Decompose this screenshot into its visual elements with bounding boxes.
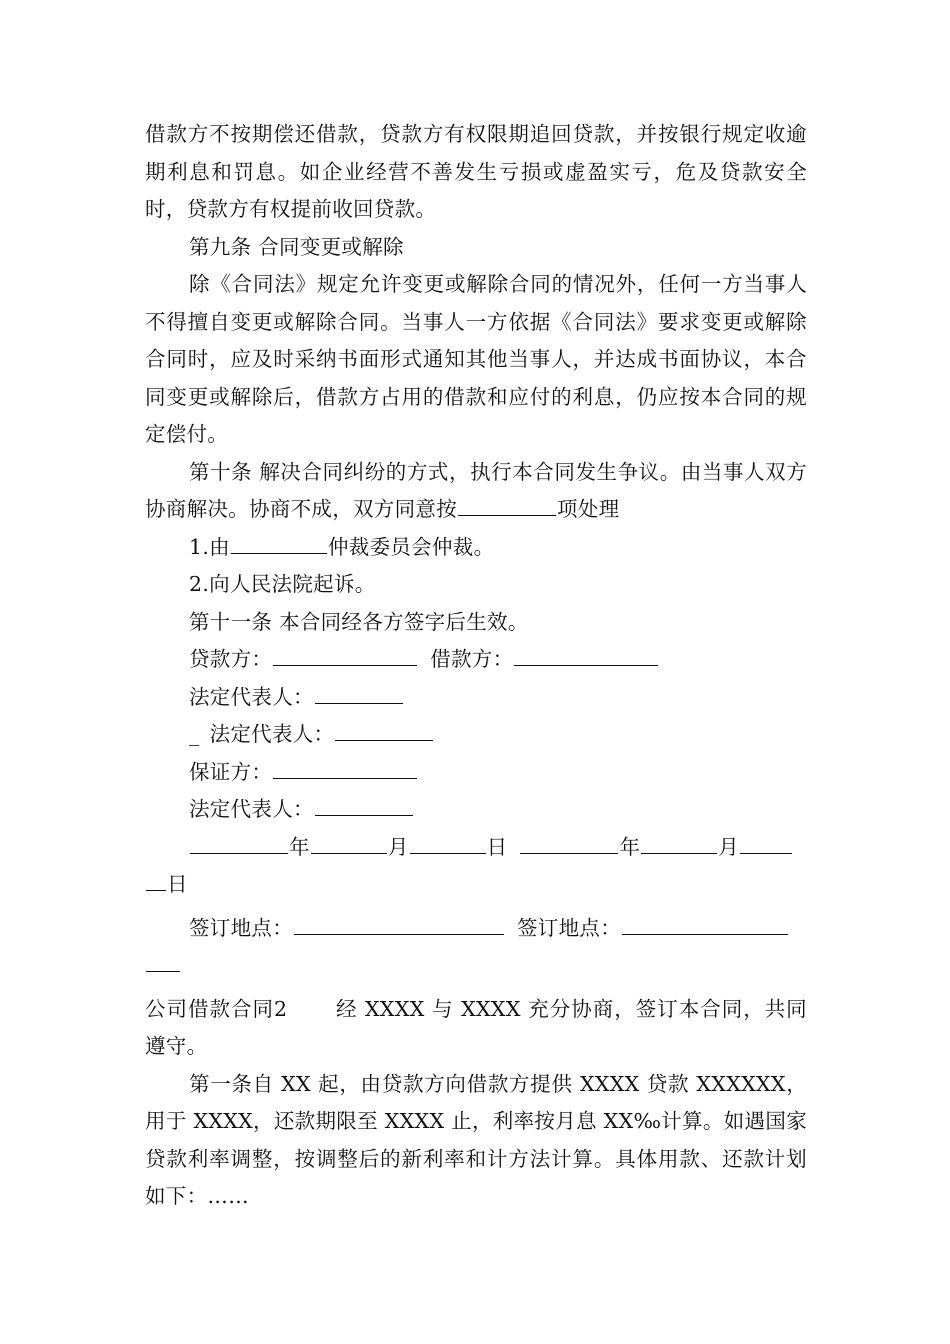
contract-2-intro xyxy=(145,991,807,1066)
contract-2-intro-text: 经 XXXX 与 XXXX 充分协商，签订本合同，共同遵守。 xyxy=(145,996,807,1058)
option-1-suffix: 仲裁委员会仲裁。 xyxy=(327,534,495,559)
article-9-body: 除《合同法》规定允许变更或解除合同的情况外，任何一方当事人不得擅自变更或解除合同。当事人一方依据《合同法》要求变更或解除合同时，应及时采纳书面形式通知其他当事人，并达成书面协议，本合同变更或解除后，借款方占用的借款和应付的利息，仍应按本合同的规定偿付。 xyxy=(145,272,807,446)
borrower-blank xyxy=(514,643,658,666)
lender-blank xyxy=(273,643,417,666)
month-label: 月 xyxy=(387,834,409,859)
day-label: 日 xyxy=(486,834,508,859)
year-label: 年 xyxy=(619,834,641,859)
signing-place-label: 签订地点： xyxy=(189,915,293,940)
blank-line xyxy=(315,793,413,816)
article-11: 第十一条 本合同经各方签字后生效。 xyxy=(189,609,529,634)
guarantor-label: 保证方： xyxy=(189,759,273,784)
blank-line xyxy=(740,831,792,854)
blank-line xyxy=(294,912,504,935)
year-label: 年 xyxy=(289,834,310,859)
blank-line xyxy=(335,718,433,741)
blank-line xyxy=(231,531,327,554)
blank-line xyxy=(520,831,618,854)
article-10-suffix: 项处理 xyxy=(557,497,620,521)
signature-parties xyxy=(145,641,807,679)
legal-rep-line-2 xyxy=(145,716,807,754)
article-10-text: 第十条 解决合同纠纷的方式，执行本合同发生争议。由当事人双方协商解决。协商不成，双方同意按 xyxy=(145,459,807,521)
blank-line xyxy=(458,493,556,516)
underscore-prefix: _ xyxy=(189,722,200,746)
blank-line xyxy=(410,831,486,854)
lender-label: 贷款方： xyxy=(189,647,273,671)
option-1-prefix: 1.由 xyxy=(189,534,230,559)
paragraph-overdue-repayment: 借款方不按期偿还借款，贷款方有权限期追回贷款，并按银行规定收逾期利息和罚息。如企业经营不善发生亏损或虚盈实亏，危及贷款安全时，贷款方有权提前收回贷款。 xyxy=(145,122,807,221)
guarantor-line xyxy=(145,754,807,792)
article-10-body xyxy=(145,454,807,529)
legal-rep-line-3 xyxy=(145,791,807,829)
date-line xyxy=(145,829,807,867)
article-9-title: 第九条 合同变更或解除 xyxy=(189,234,404,259)
day-label: 日 xyxy=(167,872,188,896)
contract-2-title: 公司借款合同2 xyxy=(145,996,288,1021)
legal-rep-label: 法定代表人： xyxy=(189,684,314,709)
blank-line xyxy=(622,912,788,935)
borrower-label: 借款方： xyxy=(430,647,514,671)
blank-line xyxy=(146,949,180,972)
date-line-wrap xyxy=(145,866,807,904)
signing-place-label: 签订地点： xyxy=(517,915,621,940)
contract-2-article-1: 第一条自 XX 起，由贷款方向借款方提供 XXXX 贷款 XXXXXX，用于 XXXX，还款期限至 XXXX 止，利率按月息 XX‰计算。如遇国家贷款利率调整，按调整后的新利率和计方法计算。具体用款、还款计划如下：…… xyxy=(145,1071,807,1208)
blank-line xyxy=(311,831,387,854)
legal-rep-line-1 xyxy=(145,679,807,717)
month-label: 月 xyxy=(718,834,740,859)
signing-place-line xyxy=(145,910,807,948)
legal-rep-label: 法定代表人： xyxy=(189,797,314,821)
blank-line xyxy=(641,831,717,854)
legal-rep-label: 法定代表人： xyxy=(209,722,335,746)
blank-line xyxy=(315,681,403,704)
blank-line xyxy=(190,831,288,854)
option-1 xyxy=(145,529,807,567)
blank-line xyxy=(146,868,166,891)
blank-line xyxy=(273,756,417,779)
signing-place-wrap xyxy=(145,947,807,985)
option-2: 2.向人民法院起诉。 xyxy=(189,572,376,596)
document-page xyxy=(145,116,807,1216)
